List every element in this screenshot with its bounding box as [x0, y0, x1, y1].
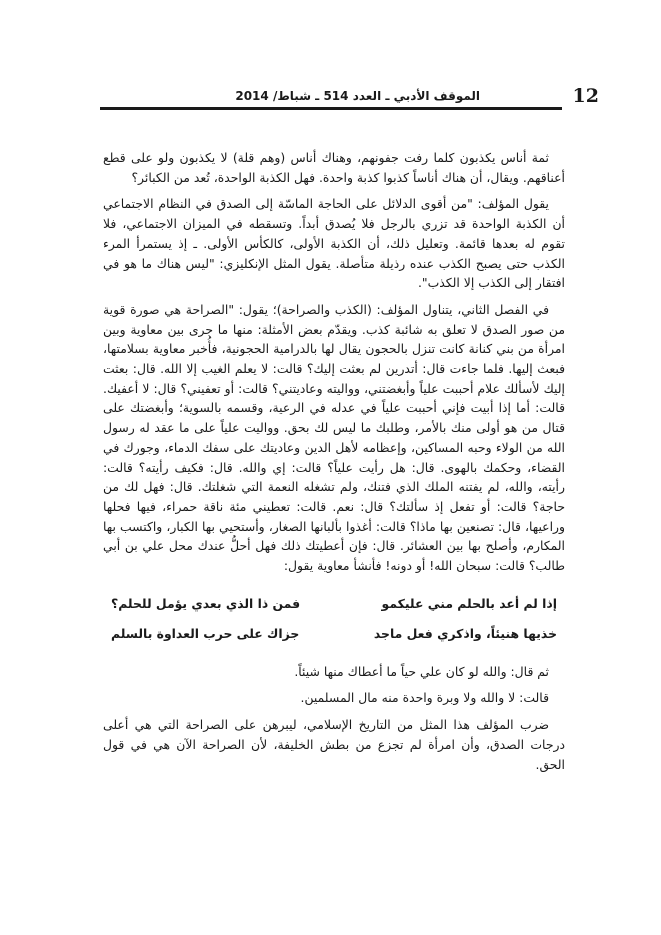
running-head: الموقف الأدبي ـ العدد 514 ـ شباط/ 2014: [235, 89, 480, 103]
paragraph-conclusion: ضرب المؤلف هذا المثل من التاريخ الإسلامي، ليبرهن على الصراحة التي هي أعلى درجات الصدق، وأن امرأة لم تجزع من بطش الخليفة، لأن الصراحة الآن هي في قول الحق.: [103, 717, 565, 772]
paragraph-woman-reply: قالت: لا والله ولا وبرة واحدة منه مال المسلمين.: [300, 690, 549, 706]
header-rule: [100, 107, 562, 110]
verse-first-hemistich: إذا لم أعد بالحلم مني عليكمو: [381, 595, 557, 611]
article-body: [103, 148, 565, 781]
paragraph-intro: ثمة أناس يكذبون كلما رفت جفونهم، وهناك أناس (وهم قلة) لا يكذبون ولو على قطع أعناقهم. ويقال، أن هناك أناساً كذبوا كذبة واحدة. فهل الكذبة الواحدة، تُعد من الكبائر؟: [103, 150, 565, 185]
verse-second-hemistich: فمن ذا الذي بعدي يؤمل للحلم؟: [111, 595, 301, 611]
verse-line: [111, 589, 557, 619]
paragraph-muawiya-reply: ثم قال: والله لو كان علي حياً ما أعطاك منها شيئاً.: [294, 663, 549, 679]
verse-line: [111, 619, 557, 649]
verse-first-hemistich: خذيها هنيئاً، واذكري فعل ماجد: [373, 625, 557, 641]
verse-second-hemistich: جزاك على حرب العداوة بالسلم: [111, 625, 300, 641]
paragraph-story: في الفصل الثاني، يتناول المؤلف: (الكذب والصراحة)؛ يقول: "الصراحة هي صورة قوية من صور الصدق لا تعلق به شائبة كذب. ويقدّم بعض الأمثلة: منها ما جرى بين معاوية وبين امرأة من بني كنانة كانت تنزل بالحجون يقال لها بالدرامية الحجونية، فأُخبر معاوية بسلامتها، فبعث إليها. فلما جاءت قال: أتدرين لم بعثت إليك؟ قالت: لا يعلم الغيب إلا الله. قال: بعثت إليك لأسألك علام أحببت علياً وأبغضتني، وواليته وعاديتني؟ قالت: أو تعفيني؟ قال: لا أعفيك. قالت: أما إذا أبيت فإني أحببت علياً في عدله في الرعية، وقسمه بالسوية؛ وأبغضتك على قتال من هو أولى منك بالأمر، وطلبك ما ليس لك بحق. وواليت علياً على ما عقد له رسول الله من الولاء وحبه المساكين، وإعظامه لأهل الدين وعاديتك على سفك الدماء، وجورك في القضاء، وحكمك بالهوى. قال: هل رأيت علياً؟ قالت: إي والله. قال: فكيف رأيته؟ قالت: رأيته، والله، لم يفتنه الملك الذي فتنك، ولم تشغله النعمة التي شغلتك. قال: فهل لك من حاجة؟ قالت: أو تفعل إذ سألتك؟ قال: نعم. قالت: تعطيني مئة ناقة حمراء، فيها فحلها وراعيها، قال: تصنعين بها ماذا؟ قالت: أغذوا بألبانها الصغار، وأستحيي بها الكبار، واكتسب بها المكارم، وأصلح بها بين العشائر. قال: فإن أعطيتك ذلك فهل أحلُّ عندك محل علي بن أبي طالب؟ قالت: سبحان الله! أو دونه! فأنشأ معاوية يقول:: [103, 301, 565, 574]
page-number: 12: [572, 85, 599, 107]
poem-verses: [103, 589, 565, 649]
paragraph-author-quote: يقول المؤلف: "من أقوى الدلائل على الحاجة الماسّة إلى الصدق في النظام الاجتماعي أن الكذبة الواحدة قد تزري بالرجل فلا يُصدق أبداً. وتسقطه في الميزان الاجتماعي، فلا تقوم له بعدها قائمة. وتعليل ذلك، أن الكذبة الأولى، كالكأس الأولى. ـ إذ يستمرأ المرء الكذب حتى يصبح الكذب عنده رذيلة متأصلة. يقول المثل الإنكليزي: "ليس هناك ما هو في افتقار إلى الكذب إلا الكذب".: [103, 196, 565, 291]
